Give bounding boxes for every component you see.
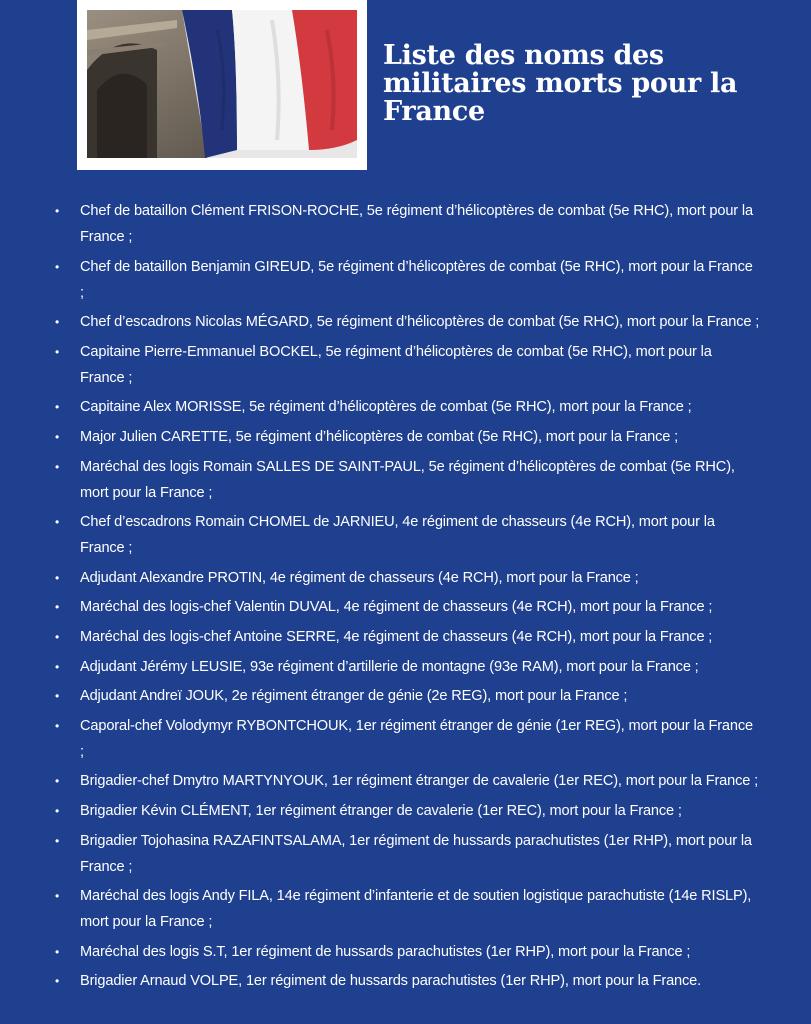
list-item: [55, 828, 760, 880]
list-item: [55, 454, 760, 506]
bullet-icon: •: [55, 944, 60, 959]
list-item-text: Adjudant Alexandre PROTIN, 4e régiment de chasseurs (4e RCH), mort pour la France ;: [80, 569, 639, 586]
list-item: [55, 394, 760, 420]
list-item: [55, 424, 760, 450]
bullet-icon: •: [55, 689, 60, 704]
bullet-icon: •: [55, 400, 60, 415]
bullet-icon: •: [55, 718, 60, 733]
list-item: [55, 624, 760, 650]
list-item-text: Capitaine Pierre-Emmanuel BOCKEL, 5e régiment d’hélicoptères de combat (5e RHC), mort pour la France ;: [80, 343, 712, 386]
casualty-list: [55, 198, 760, 998]
list-item: [55, 883, 760, 935]
page-title: Liste des noms des militaires morts pour la France: [383, 40, 738, 127]
list-item: [55, 309, 760, 335]
list-item-text: Chef d’escadrons Romain CHOMEL de JARNIEU, 4e régiment de chasseurs (4e RCH), mort pour la France ;: [80, 514, 715, 557]
list-item: [55, 683, 760, 709]
list-item-text: Chef de bataillon Clément FRISON-ROCHE, 5e régiment d’hélicoptères de combat (5e RHC), mort pour la France ;: [80, 203, 753, 245]
bullet-icon: •: [55, 259, 60, 274]
list-item-text: Brigadier Kévin CLÉMENT, 1er régiment étranger de cavalerie (1er REC), mort pour la France ;: [80, 802, 682, 819]
list-item: [55, 509, 760, 561]
bullet-icon: •: [55, 315, 60, 330]
list-item-text: Major Julien CARETTE, 5e régiment d’hélicoptères de combat (5e RHC), mort pour la France ;: [80, 428, 679, 445]
list-item-text: Brigadier Tojohasina RAZAFINTSALAMA, 1er régiment de hussards parachutistes (1er RHP), mort pour la France ;: [80, 832, 752, 875]
bullet-icon: •: [55, 629, 60, 644]
list-item: [55, 654, 760, 680]
list-item: [55, 254, 760, 306]
list-item: [55, 798, 760, 824]
list-item-text: Chef de bataillon Benjamin GIREUD, 5e régiment d’hélicoptères de combat (5e RHC), mort pour la France ;: [80, 258, 753, 301]
bullet-icon: •: [55, 803, 60, 818]
bullet-icon: •: [55, 600, 60, 615]
list-item-text: Maréchal des logis-chef Valentin DUVAL, 4e régiment de chasseurs (4e RCH), mort pour la France ;: [80, 599, 713, 616]
list-item-text: Maréchal des logis Romain SALLES DE SAINT-PAUL, 5e régiment d’hélicoptères de combat (5e RHC), mort pour la France ;: [80, 458, 735, 501]
bullet-icon: •: [55, 570, 60, 585]
bullet-icon: •: [55, 774, 60, 789]
list-item: [55, 198, 760, 250]
list-item: [55, 594, 760, 620]
list-item-text: Caporal-chef Volodymyr RYBONTCHOUK, 1er régiment étranger de génie (1er REG), mort pour la France ;: [80, 717, 753, 760]
list-item-text: Adjudant Jérémy LEUSIE, 93e régiment d’artillerie de montagne (93e RAM), mort pour la France ;: [80, 658, 699, 675]
bullet-icon: •: [55, 459, 60, 474]
list-item-text: Capitaine Alex MORISSE, 5e régiment d’hélicoptères de combat (5e RHC), mort pour la France ;: [80, 399, 692, 416]
list-item: [55, 339, 760, 391]
list-item-text: Maréchal des logis Andy FILA, 14e régiment d’infanterie et de soutien logistique parachutiste (14e RISLP), mort pour la France ;: [80, 888, 752, 931]
list-item: [55, 565, 760, 591]
bullet-icon: •: [55, 204, 60, 218]
list-item-text: Maréchal des logis-chef Antoine SERRE, 4e régiment de chasseurs (4e RCH), mort pour la France ;: [80, 628, 713, 645]
bullet-icon: •: [55, 659, 60, 674]
list-item-text: Adjudant Andreï JOUK, 2e régiment étranger de génie (2e REG), mort pour la France ;: [80, 688, 628, 705]
bullet-icon: •: [55, 974, 60, 989]
list-item: [55, 939, 760, 965]
list-item: [55, 968, 760, 994]
list-item-text: Brigadier Arnaud VOLPE, 1er régiment de hussards parachutistes (1er RHP), mort pour la France.: [80, 973, 702, 990]
arc-de-triomphe-flag-icon: [87, 10, 357, 158]
bullet-icon: •: [55, 429, 60, 444]
bullet-icon: •: [55, 833, 60, 848]
flag-photo: [77, 0, 367, 170]
bullet-icon: •: [55, 889, 60, 904]
list-item-text: Chef d’escadrons Nicolas MÉGARD, 5e régiment d’hélicoptères de combat (5e RHC), mort pour la France ;: [80, 314, 760, 331]
bullet-icon: •: [55, 344, 60, 359]
list-item: [55, 768, 760, 794]
bullet-icon: •: [55, 515, 60, 530]
list-item: [55, 713, 760, 765]
list-item-text: Maréchal des logis S.T, 1er régiment de hussards parachutistes (1er RHP), mort pour la France ;: [80, 943, 691, 960]
list-item-text: Brigadier-chef Dmytro MARTYNYOUK, 1er régiment étranger de cavalerie (1er REC), mort pour la France ;: [80, 773, 759, 790]
